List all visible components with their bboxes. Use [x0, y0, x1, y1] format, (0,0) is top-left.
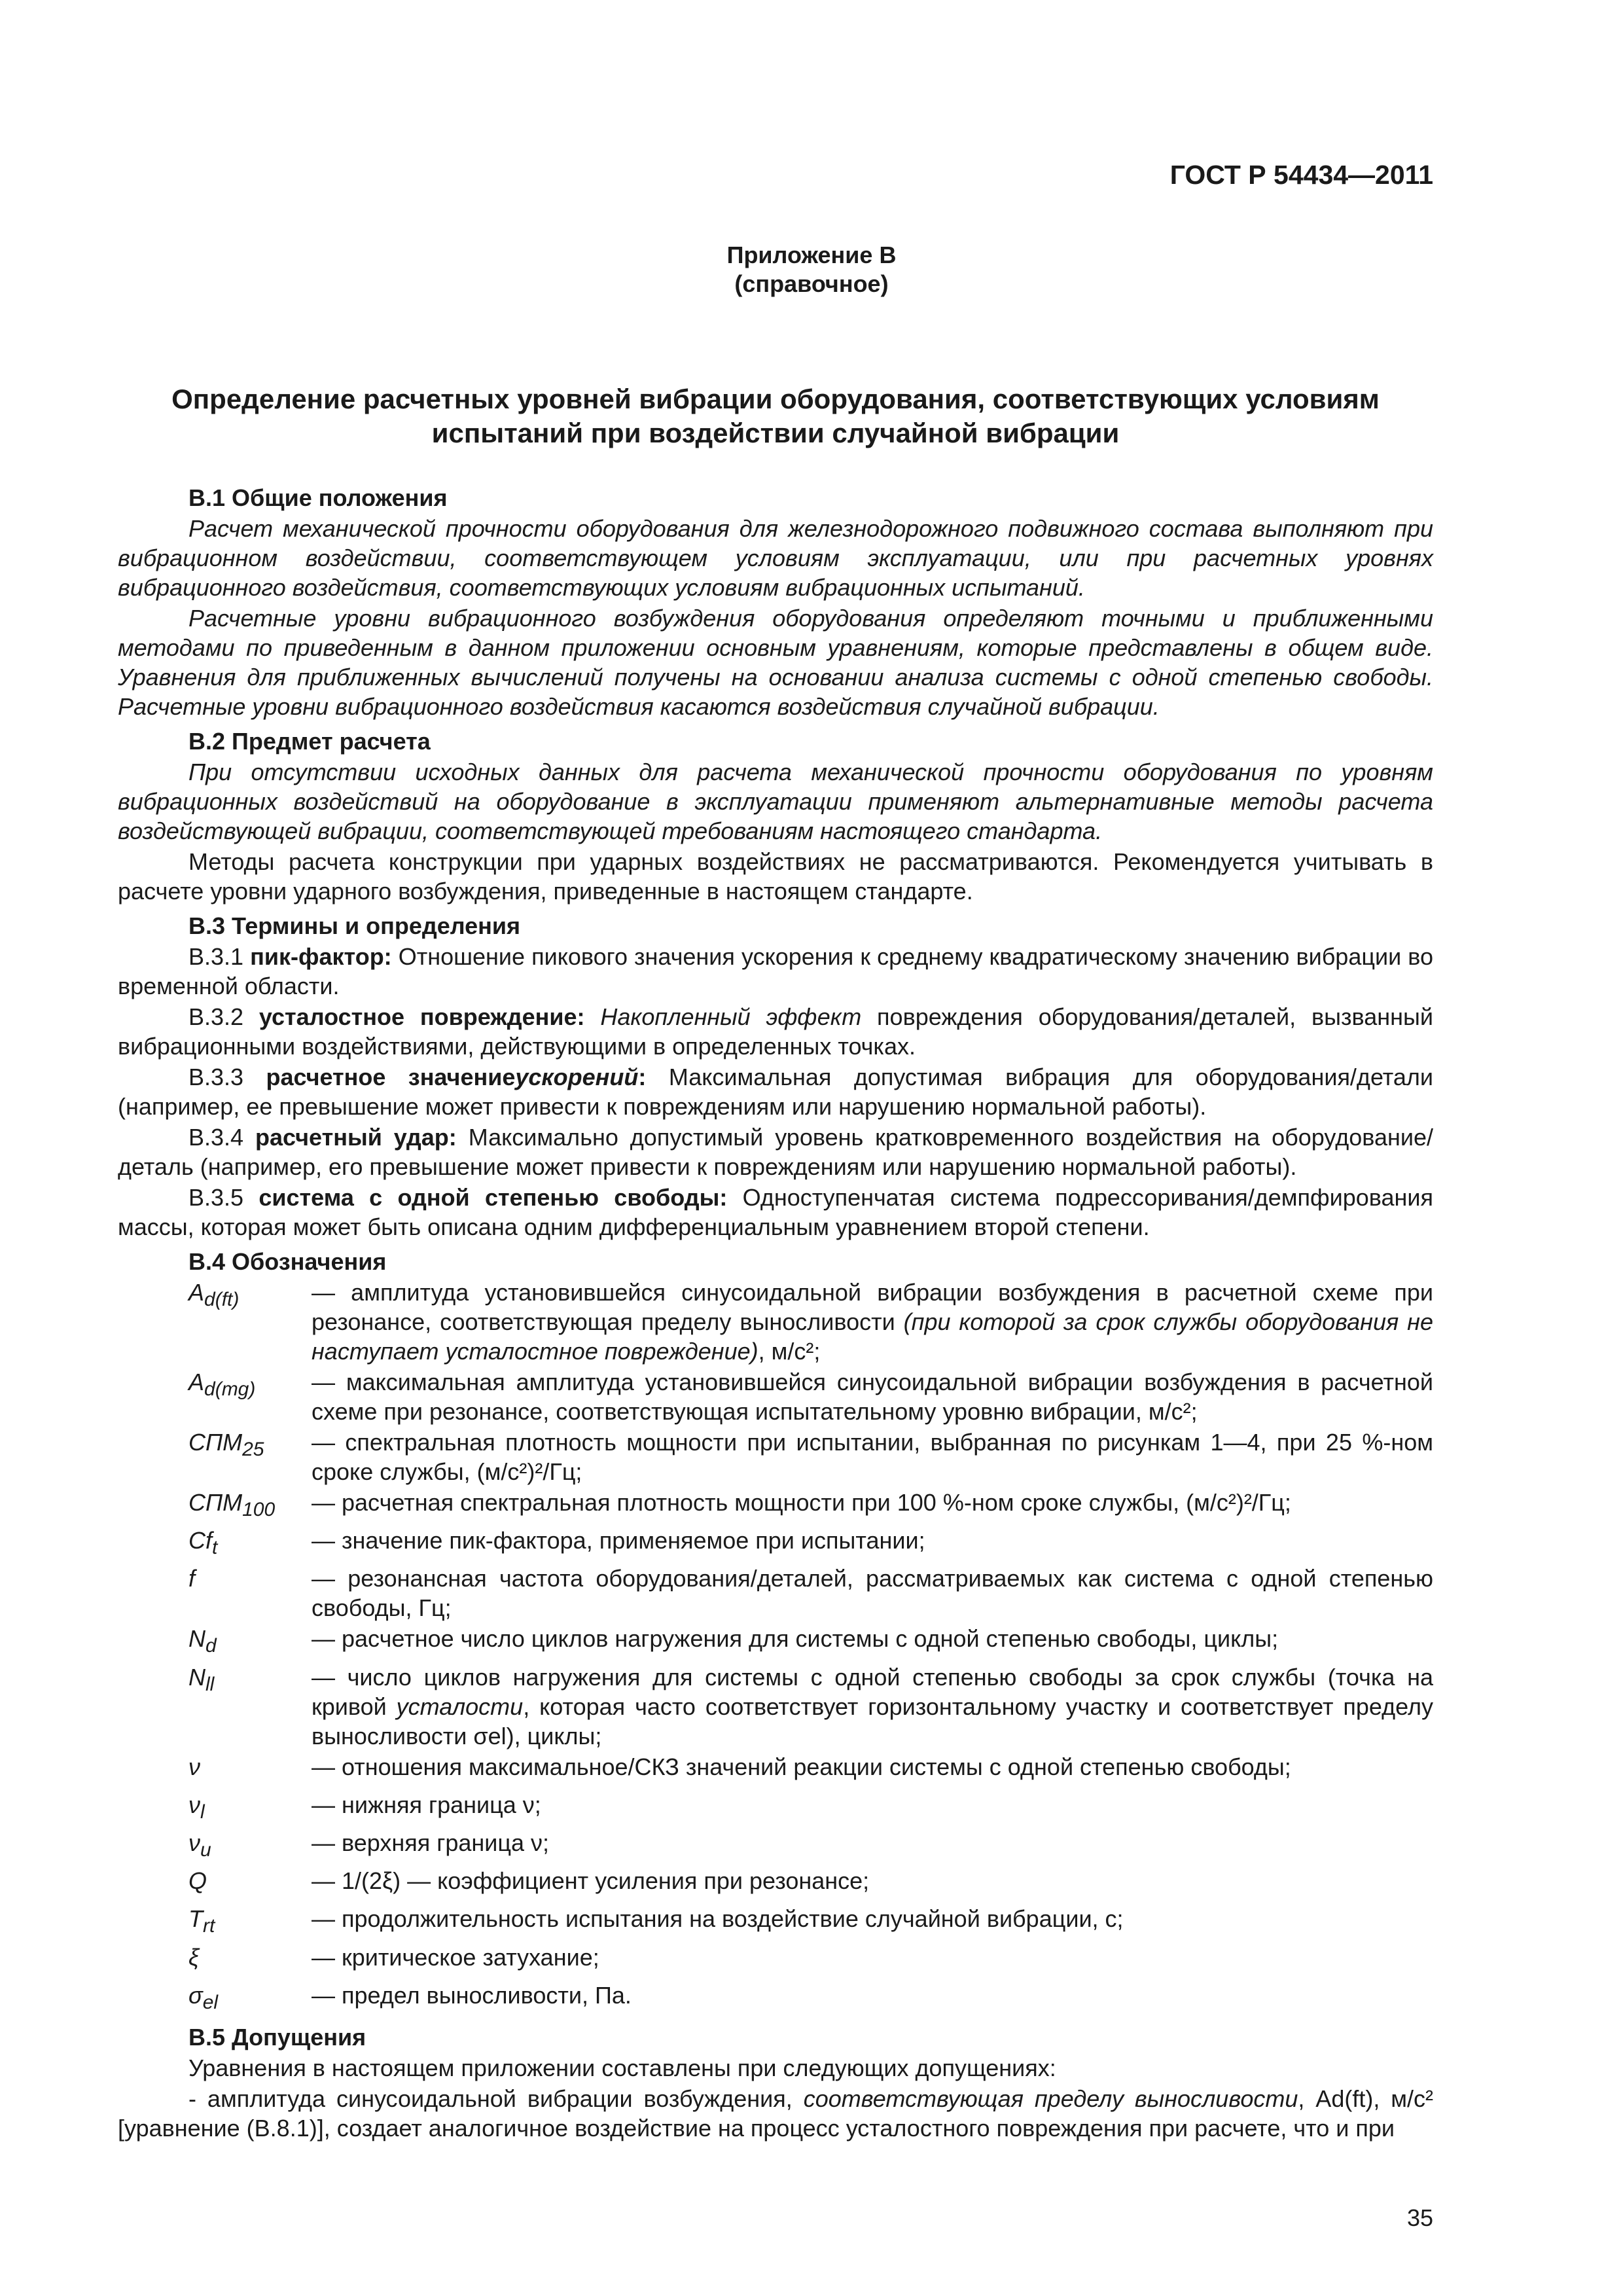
symbol-entry: [118, 1790, 1433, 1827]
paragraph: Расчетные уровни вибрационного возбуждения оборудования определяют точными и приближенными методами по приведенным в данном приложении основным уравнениям, которые представлены в общем виде. Уравнения для приближенных вычислений получены на основании анализа системы с одной степенью свободы. Расчетные уровни вибрационного воздействия касаются воздействия случайной вибрации.: [118, 605, 1433, 720]
symbol-entry: [118, 1752, 1433, 1789]
symbol: $A_{d(ft)}$: [188, 1279, 240, 1311]
page-number: 35: [1406, 2204, 1433, 2231]
term-text: Максимальная допустимая вибрация для оборудования/детали (например, ее превышение может привести к повреждениям или нарушению нормальной работы).: [118, 1064, 1433, 1120]
document-title-line-1: Определение расчетных уровней вибрации оборудования, соответствующих условиям: [171, 384, 1380, 414]
symbol-description: — амплитуда установившейся синусоидальной вибрации возбуждения в расчетной схеме при резонансе, соответствующая пределу выносливости (при которой за срок службы оборудования не наступает усталостное повреждение), м/с²;: [312, 1279, 1433, 1365]
paragraph: При отсутствии исходных данных для расчета механической прочности оборудования по уровням вибрационных воздействий на оборудование в эксплуатации применяют альтернативные методы расчета воздействующей вибрации, соответствующей требованиям настоящего стандарта.: [118, 759, 1433, 844]
symbol: $\nu_l$: [188, 1791, 205, 1823]
symbol: $\sigma_{el}$: [188, 1981, 219, 2013]
document-body: [118, 483, 1433, 2144]
symbol: ξ: [188, 1943, 200, 1971]
symbol-description: — критическое затухание;: [312, 1943, 599, 1971]
term-definition: [118, 1002, 1433, 1061]
section-heading-b4: В.4 Обозначения: [188, 1248, 387, 1275]
symbol-entry: [118, 1278, 1433, 1366]
symbol: $N_{ll}$: [188, 1663, 215, 1695]
symbol-description: — расчетная спектральная плотность мощности при 100 %-ном сроке службы, (м/с²)²/Гц;: [312, 1489, 1291, 1516]
symbol-entry: [118, 1981, 1433, 2017]
term-number: В.3.2: [188, 1003, 244, 1030]
annex-kind: (справочное): [734, 270, 889, 297]
symbol-entry: [118, 1367, 1433, 1426]
symbol-entry: [118, 1526, 1433, 1562]
standard-number: ГОСТ Р 54434—2011: [1169, 160, 1433, 190]
term-definition: [118, 1183, 1433, 1242]
symbol-description: — значение пик-фактора, применяемое при испытании;: [312, 1527, 925, 1554]
symbol: $T_{rt}$: [188, 1905, 215, 1937]
term: пик-фактор:: [250, 943, 392, 970]
term-text: Одноступенчатая система подрессоривания/демпфирования массы, которая может быть описана одним дифференциальным уравнением второй степени.: [118, 1184, 1433, 1240]
section-heading-b5: В.5 Допущения: [188, 2023, 366, 2051]
annex-title: Приложение В: [726, 242, 897, 268]
section-heading-b1: В.1 Общие положения: [188, 484, 448, 511]
term: система с одной степенью свободы:: [259, 1184, 728, 1211]
symbol: f: [188, 1565, 196, 1592]
symbol-entry: [118, 1866, 1433, 1903]
symbol-entry: [118, 1904, 1433, 1941]
symbol-entry: [118, 1564, 1433, 1623]
symbol-entry: [118, 1662, 1433, 1751]
paragraph: - амплитуда синусоидальной вибрации возбуждения, соответствующая пределу выносливости, Ad(ft), м/с² [уравнение (В.8.1)], создает аналогичное воздействие на процесс усталостного повреждения при расчете, что и при: [118, 2085, 1433, 2142]
term-text-italic: Накопленный эффект: [600, 1003, 862, 1030]
term-text: повреждения оборудования/деталей, вызванный вибрационными воздействиями, действующими в определенных точках.: [118, 1003, 1433, 1060]
paragraph: Расчет механической прочности оборудования для железнодорожного подвижного состава выполняют при вибрационном воздействии, соответствующем условиям эксплуатации, или при расчетных уровнях вибрационного воздействия, соответствующих условиям вибрационных испытаний.: [118, 515, 1433, 601]
paragraph: Уравнения в настоящем приложении составлены при следующих допущениях:: [188, 2054, 1056, 2081]
term-italic: ускорений: [515, 1064, 639, 1090]
term-text: Отношение пикового значения ускорения к среднему квадратическому значению вибрации во временной области.: [118, 943, 1433, 999]
symbol-description: — предел выносливости, Па.: [312, 1981, 632, 2009]
symbol-description: — продолжительность испытания на воздействие случайной вибрации, с;: [312, 1905, 1124, 1933]
paragraph: Методы расчета конструкции при ударных воздействиях не рассматриваются. Рекомендуется учитывать в расчете уровни ударного возбуждения, приведенные в настоящем стандарте.: [118, 848, 1433, 905]
symbol: $Cf_t$: [188, 1527, 218, 1559]
term-number: В.3.1: [188, 943, 244, 970]
symbol-description: — число циклов нагружения для системы с одной степенью свободы за срок службы (точка на кривой усталости, которая часто соответствует горизонтальному участку и соответствует пределу выносливости σel), циклы;: [312, 1663, 1433, 1749]
symbol-description: — нижняя граница ν;: [312, 1791, 541, 1818]
symbol-entry: [118, 1427, 1433, 1486]
symbol-description: — отношения максимальное/СКЗ значений реакции системы с одной степенью свободы;: [312, 1753, 1291, 1780]
symbol: $A_{d(mg)}$: [188, 1369, 256, 1401]
annex-heading: [0, 241, 1623, 298]
term-definition: [118, 1062, 1433, 1121]
symbol: $\nu_u$: [188, 1829, 211, 1861]
symbol-description: — спектральная плотность мощности при испытании, выбранная по рисункам 1—4, при 25 %-ном сроке службы, (м/с²)²/Гц;: [312, 1429, 1433, 1485]
term: расчетный удар:: [255, 1124, 457, 1151]
symbol: ν: [188, 1753, 200, 1780]
term: расчетное значение: [266, 1064, 516, 1090]
symbol-entry: [118, 1828, 1433, 1865]
term-number: В.3.4: [188, 1124, 244, 1151]
symbol-description: — резонансная частота оборудования/деталей, рассматриваемых как система с одной степенью свободы, Гц;: [312, 1565, 1433, 1622]
term-definition: [118, 1122, 1433, 1181]
document-title-line-2: испытаний при воздействии случайной вибрации: [431, 418, 1120, 448]
symbol-entry: [118, 1488, 1433, 1524]
term-definition: [118, 942, 1433, 1001]
document-title: [118, 382, 1433, 450]
symbol-description: — 1/(2ξ) — коэффициент усиления при резонансе;: [312, 1867, 870, 1895]
symbol: Q: [188, 1867, 207, 1895]
symbol: $N_d$: [188, 1625, 217, 1657]
term-colon: :: [638, 1064, 647, 1090]
symbol-entry: [118, 1624, 1433, 1660]
term: усталостное повреждение:: [259, 1003, 585, 1030]
symbol-description: — верхняя граница ν;: [312, 1829, 550, 1856]
symbol-description: — максимальная амплитуда установившейся синусоидальной вибрации возбуждения в расчетной схеме при резонансе, соответствующая испытательному уровню вибрации, м/с²;: [312, 1369, 1433, 1425]
symbol: $СПМ_{25}$: [188, 1429, 264, 1461]
term-text: Максимально допустимый уровень кратковременного воздействия на оборудование/деталь (например, его превышение может привести к повреждениям или нарушению нормальной работы).: [118, 1124, 1433, 1180]
section-heading-b3: В.3 Термины и определения: [188, 912, 521, 939]
section-heading-b2: В.2 Предмет расчета: [188, 728, 431, 755]
term-number: В.3.3: [188, 1064, 244, 1090]
symbol-description: — расчетное число циклов нагружения для системы с одной степенью свободы, циклы;: [312, 1625, 1279, 1653]
term-number: В.3.5: [188, 1184, 244, 1211]
symbol-entry: [118, 1943, 1433, 1979]
symbol: $СПМ_{100}$: [188, 1489, 276, 1521]
